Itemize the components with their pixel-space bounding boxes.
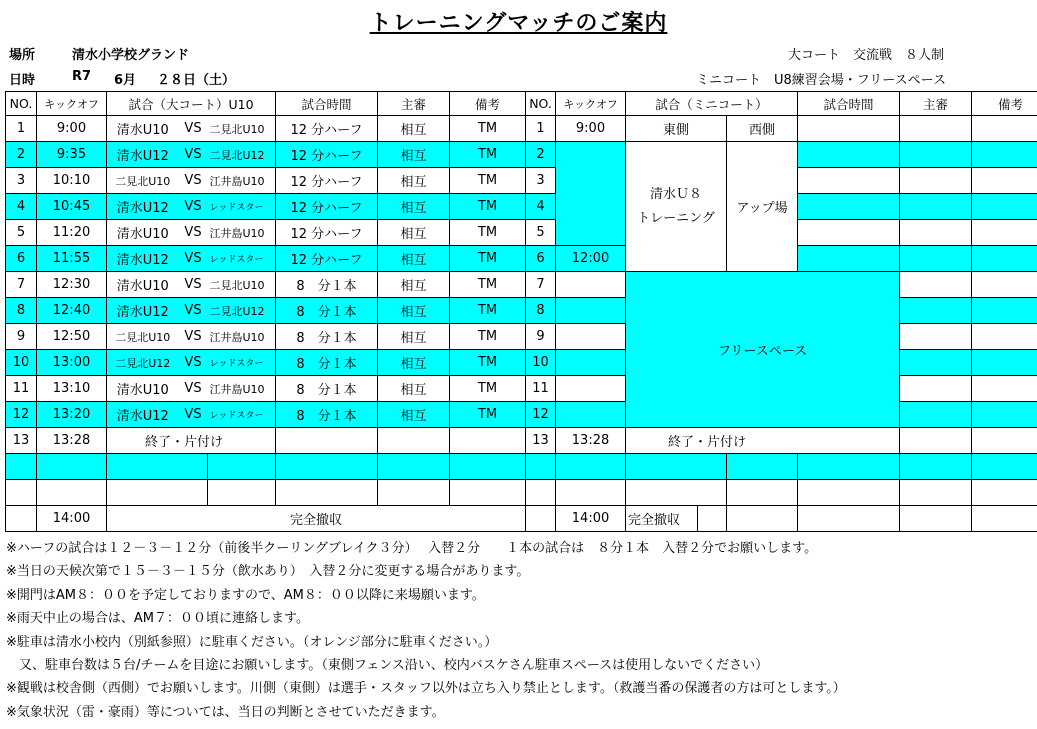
- match-time: 12 分ハーフ: [276, 194, 378, 220]
- match-time: 8 分１本: [276, 324, 378, 350]
- cell-empty: [900, 350, 972, 376]
- mini-east-header: 東側: [626, 116, 727, 142]
- team-2: 二見北U12: [208, 298, 276, 324]
- cell-empty: [208, 480, 276, 506]
- cell-empty: [798, 194, 900, 220]
- cell-empty: [727, 480, 798, 506]
- remarks: TM: [450, 376, 526, 402]
- cell-empty: [972, 194, 1037, 220]
- row-kickoff: 13:28: [37, 428, 107, 454]
- row-no-mini: 8: [526, 298, 556, 324]
- match-time: 8 分１本: [276, 402, 378, 428]
- row-no-mini: 7: [526, 272, 556, 298]
- table-row: [6, 142, 1037, 168]
- cell-empty: [972, 298, 1037, 324]
- cell-empty: [900, 194, 972, 220]
- cell-empty: [6, 480, 37, 506]
- vs-label: VS: [179, 168, 208, 194]
- referee: 相互: [378, 246, 450, 272]
- remarks: TM: [450, 168, 526, 194]
- cell-empty: [900, 116, 972, 142]
- cell-empty: [378, 428, 450, 454]
- referee: 相互: [378, 350, 450, 376]
- cell-empty: [798, 246, 900, 272]
- mini-kickoff-block: [556, 142, 626, 246]
- col-remarks-mini: 備考: [972, 92, 1037, 116]
- cell-empty: [900, 272, 972, 298]
- cell-empty: [972, 168, 1037, 194]
- cell-empty: [972, 142, 1037, 168]
- row-no-mini: 6: [526, 246, 556, 272]
- u8-training-line2: トレーニング: [637, 210, 715, 226]
- vs-label: VS: [179, 194, 208, 220]
- cell-empty: [276, 428, 378, 454]
- cell-empty: [798, 506, 900, 532]
- cell-empty: [450, 454, 526, 480]
- row-kickoff-mini: [556, 298, 626, 324]
- cell-empty: [179, 480, 208, 506]
- row-kickoff-mini: 12:00: [556, 246, 626, 272]
- remarks: TM: [450, 350, 526, 376]
- referee: 相互: [378, 402, 450, 428]
- note-line: ※気象状況（雷・豪雨）等については、当日の判断とさせていただきます。: [6, 704, 445, 720]
- cell-empty: [107, 454, 179, 480]
- vs-label: VS: [179, 220, 208, 246]
- mini-west-header: 西側: [727, 116, 798, 142]
- final-label: 完全撤収: [107, 506, 526, 532]
- remarks: TM: [450, 298, 526, 324]
- row-kickoff: 13:00: [37, 350, 107, 376]
- cell-empty: [378, 480, 450, 506]
- cell-empty: [972, 324, 1037, 350]
- date-year: R7: [72, 69, 92, 84]
- row-kickoff-mini: [556, 376, 626, 402]
- row-no-mini: 11: [526, 376, 556, 402]
- col-kickoff: キックオフ: [37, 92, 107, 116]
- remarks: TM: [450, 194, 526, 220]
- cell-empty: [526, 454, 556, 480]
- cell-empty: [972, 506, 1037, 532]
- row-no: 4: [6, 194, 37, 220]
- col-match-mini: 試合（ミニコート）: [626, 92, 798, 116]
- cell-empty: [107, 480, 179, 506]
- cell-empty: [900, 506, 972, 532]
- table-row: [6, 220, 1037, 246]
- row-kickoff: 11:20: [37, 220, 107, 246]
- cell-empty: [972, 116, 1037, 142]
- row-kickoff: 13:10: [37, 376, 107, 402]
- cell-empty: [798, 454, 900, 480]
- vs-label: VS: [179, 402, 208, 428]
- col-referee: 主審: [378, 92, 450, 116]
- team-2: 二見北U12: [208, 142, 276, 168]
- cell-empty: [179, 454, 208, 480]
- row-no: 9: [6, 324, 37, 350]
- row-no-mini: 13: [526, 428, 556, 454]
- mini-court-info: ミニコート U8練習会場・フリースペース: [696, 73, 946, 88]
- vs-label: VS: [179, 246, 208, 272]
- row-kickoff-mini: 13:28: [556, 428, 626, 454]
- referee: 相互: [378, 116, 450, 142]
- venue-value: 清水小学校グランド: [72, 48, 190, 63]
- row-no: 13: [6, 428, 37, 454]
- table-row: [6, 272, 1037, 298]
- match-time: 12 分ハーフ: [276, 142, 378, 168]
- row-no-mini: 5: [526, 220, 556, 246]
- header-row: [6, 92, 1037, 116]
- cell-empty: [900, 480, 972, 506]
- cell-empty: [556, 480, 626, 506]
- col-remarks: 備考: [450, 92, 526, 116]
- cell-empty: [900, 402, 972, 428]
- cell-empty: [526, 506, 556, 532]
- table-row: [6, 168, 1037, 194]
- col-kickoff-mini: キックオフ: [556, 92, 626, 116]
- final-kickoff-mini: 14:00: [556, 506, 626, 532]
- cell-empty: [972, 428, 1037, 454]
- u8-training-block: [626, 142, 727, 272]
- team-2: レッドスター: [208, 402, 276, 428]
- cell-empty: [900, 168, 972, 194]
- vs-label: VS: [179, 142, 208, 168]
- team-1: 二見北U10: [107, 324, 179, 350]
- row-kickoff: 9:00: [37, 116, 107, 142]
- row-no: 7: [6, 272, 37, 298]
- final-row: [6, 506, 1037, 532]
- cell-empty: [37, 454, 107, 480]
- cell-empty: [972, 480, 1037, 506]
- document-title-wrap: [0, 6, 1037, 37]
- cell-empty: [727, 506, 798, 532]
- referee: 相互: [378, 142, 450, 168]
- col-no: NO.: [6, 92, 37, 116]
- row-kickoff: 12:40: [37, 298, 107, 324]
- referee: 相互: [378, 168, 450, 194]
- cell-empty: [900, 142, 972, 168]
- vs-label: VS: [179, 350, 208, 376]
- referee: 相互: [378, 194, 450, 220]
- row-no-mini: 2: [526, 142, 556, 168]
- row-no-mini: 10: [526, 350, 556, 376]
- team-1: 清水U10: [107, 376, 179, 402]
- team-2: 二見北U10: [208, 272, 276, 298]
- remarks: TM: [450, 142, 526, 168]
- cell-empty: [450, 480, 526, 506]
- cell-empty: [698, 506, 727, 532]
- vs-label: VS: [179, 298, 208, 324]
- row-kickoff: 12:50: [37, 324, 107, 350]
- team-1: 清水U10: [107, 272, 179, 298]
- venue-label: 場所: [9, 48, 36, 63]
- cell-empty: [798, 116, 900, 142]
- final-label-mini: 完全撤収: [626, 506, 698, 532]
- team-1: 清水U12: [107, 194, 179, 220]
- row-kickoff: 11:55: [37, 246, 107, 272]
- row-no-mini: 9: [526, 324, 556, 350]
- row-kickoff-mini: [556, 272, 626, 298]
- note-line: ※開門はAM８：００を予定しておりますので、AM８：００以降に来場願います。: [6, 587, 485, 603]
- cell-empty: [626, 454, 698, 480]
- team-1: 清水U12: [107, 298, 179, 324]
- row-no: 5: [6, 220, 37, 246]
- team-1: 清水U10: [107, 116, 179, 142]
- u8-training-line1: 清水Ｕ８: [650, 186, 703, 202]
- document-title: トレーニングマッチのご案内: [369, 11, 668, 36]
- row-no-mini: 4: [526, 194, 556, 220]
- cell-empty: [900, 246, 972, 272]
- cell-empty: [626, 480, 698, 506]
- warmup-area: アップ場: [727, 142, 798, 272]
- row-no: 2: [6, 142, 37, 168]
- remarks: TM: [450, 246, 526, 272]
- table-row: [6, 194, 1037, 220]
- remarks: TM: [450, 402, 526, 428]
- team-1: 清水U12: [107, 142, 179, 168]
- team-1: 清水U12: [107, 246, 179, 272]
- empty-row: [6, 480, 1037, 506]
- cell-empty: [900, 376, 972, 402]
- row-kickoff: 13:20: [37, 402, 107, 428]
- cell-empty: [900, 298, 972, 324]
- cell-empty: [378, 454, 450, 480]
- cell-empty: [727, 454, 798, 480]
- cell-empty: [900, 454, 972, 480]
- team-2: レッドスター: [208, 194, 276, 220]
- col-referee-mini: 主審: [900, 92, 972, 116]
- row-no-mini: 1: [526, 116, 556, 142]
- vs-label: VS: [179, 116, 208, 142]
- team-1: 二見北U10: [107, 168, 179, 194]
- col-no-mini: NO.: [526, 92, 556, 116]
- cell-empty: [972, 350, 1037, 376]
- row-no-mini: 3: [526, 168, 556, 194]
- team-2: レッドスター: [208, 246, 276, 272]
- cell-empty: [972, 454, 1037, 480]
- cell-empty: [972, 376, 1037, 402]
- row-kickoff: 9:35: [37, 142, 107, 168]
- cell-empty: [972, 402, 1037, 428]
- date-day: ２８日（土）: [157, 73, 236, 88]
- team-2: 江井島U10: [208, 376, 276, 402]
- cell-empty: [698, 480, 727, 506]
- note-line: ※当日の天候次第で１５－３－１５分（飲水あり） 入替２分に変更する場合があります。: [6, 564, 530, 580]
- remarks: TM: [450, 116, 526, 142]
- row-kickoff-mini: 9:00: [556, 116, 626, 142]
- vs-label: VS: [179, 324, 208, 350]
- col-match-big: 試合（大コート）U10: [107, 92, 276, 116]
- match-time: 12 分ハーフ: [276, 246, 378, 272]
- match-time: 12 分ハーフ: [276, 168, 378, 194]
- end-label-mini: 終了・片付け: [626, 428, 900, 454]
- free-space-area: フリースペース: [626, 272, 900, 428]
- big-court-info: 大コート 交流戦 ８人制: [788, 48, 945, 63]
- match-time: 8 分１本: [276, 376, 378, 402]
- row-kickoff: 10:10: [37, 168, 107, 194]
- final-kickoff: 14:00: [37, 506, 107, 532]
- team-1: 清水U10: [107, 220, 179, 246]
- cell-empty: [972, 246, 1037, 272]
- vs-label: VS: [179, 376, 208, 402]
- cell-empty: [972, 272, 1037, 298]
- row-no: 11: [6, 376, 37, 402]
- row-kickoff: 10:45: [37, 194, 107, 220]
- vs-label: VS: [179, 272, 208, 298]
- note-line: ※雨天中止の場合は、AM７：００頃に連絡します。: [6, 611, 309, 627]
- col-time: 試合時間: [276, 92, 378, 116]
- referee: 相互: [378, 376, 450, 402]
- note-line: ※観戦は校舎側（西側）でお願いします。川側（東側）は選手・スタッフ以外は立ち入り禁止とします。（救護当番の保護者の方は可とします。）: [6, 681, 846, 697]
- date-month: 6月: [114, 73, 137, 88]
- note-line: ※駐車は清水小校内（別紙参照）に駐車ください。（オレンジ部分に駐車ください。）: [6, 634, 498, 650]
- schedule-table: [5, 91, 1037, 532]
- row-no: 8: [6, 298, 37, 324]
- table-row: [6, 116, 1037, 142]
- cell-empty: [276, 480, 378, 506]
- match-time: 8 分１本: [276, 298, 378, 324]
- row-no: 6: [6, 246, 37, 272]
- date-label: 日時: [9, 73, 36, 88]
- cell-empty: [526, 480, 556, 506]
- end-row: [6, 428, 1037, 454]
- row-no: 10: [6, 350, 37, 376]
- referee: 相互: [378, 220, 450, 246]
- row-no: 1: [6, 116, 37, 142]
- team-1: 清水U12: [107, 402, 179, 428]
- notes-section: [6, 537, 846, 724]
- remarks: TM: [450, 220, 526, 246]
- cell-empty: [798, 220, 900, 246]
- cell-empty: [972, 220, 1037, 246]
- match-time: 8 分１本: [276, 350, 378, 376]
- cell-empty: [798, 142, 900, 168]
- row-no: 12: [6, 402, 37, 428]
- team-1: 二見北U12: [107, 350, 179, 376]
- match-time: 8 分１本: [276, 272, 378, 298]
- referee: 相互: [378, 298, 450, 324]
- row-no: 3: [6, 168, 37, 194]
- cell-empty: [900, 324, 972, 350]
- row-kickoff-mini: [556, 402, 626, 428]
- team-2: 江井島U10: [208, 324, 276, 350]
- remarks: TM: [450, 272, 526, 298]
- match-time: 12 分ハーフ: [276, 220, 378, 246]
- cell-empty: [6, 506, 37, 532]
- cell-empty: [450, 428, 526, 454]
- cell-empty: [276, 454, 378, 480]
- row-no-mini: 12: [526, 402, 556, 428]
- cell-empty: [208, 454, 276, 480]
- col-time-mini: 試合時間: [798, 92, 900, 116]
- row-kickoff-mini: [556, 350, 626, 376]
- remarks: TM: [450, 324, 526, 350]
- table-row: [6, 246, 1037, 272]
- row-kickoff: 12:30: [37, 272, 107, 298]
- referee: 相互: [378, 272, 450, 298]
- cell-empty: [698, 454, 727, 480]
- note-line: ※ハーフの試合は１２－３－１２分（前後半クーリングブレイク３分） 入替２分 １本の試合は ８分１本 入替２分でお願いします。: [6, 541, 818, 556]
- team-2: 二見北U10: [208, 116, 276, 142]
- empty-row: [6, 454, 1037, 480]
- cell-empty: [798, 168, 900, 194]
- end-label: 終了・片付け: [107, 428, 276, 454]
- cell-empty: [798, 480, 900, 506]
- cell-empty: [900, 428, 972, 454]
- team-2: 江井島U10: [208, 220, 276, 246]
- team-2: 江井島U10: [208, 168, 276, 194]
- referee: 相互: [378, 324, 450, 350]
- match-time: 12 分ハーフ: [276, 116, 378, 142]
- note-line: 又、駐車台数は５台/チームを目途にお願いします。（東側フェンス沿い、校内バスケさん駐車スペースは使用しないでください）: [6, 658, 769, 674]
- cell-empty: [900, 220, 972, 246]
- cell-empty: [6, 454, 37, 480]
- cell-empty: [37, 480, 107, 506]
- cell-empty: [556, 454, 626, 480]
- team-2: レッドスター: [208, 350, 276, 376]
- row-kickoff-mini: [556, 324, 626, 350]
